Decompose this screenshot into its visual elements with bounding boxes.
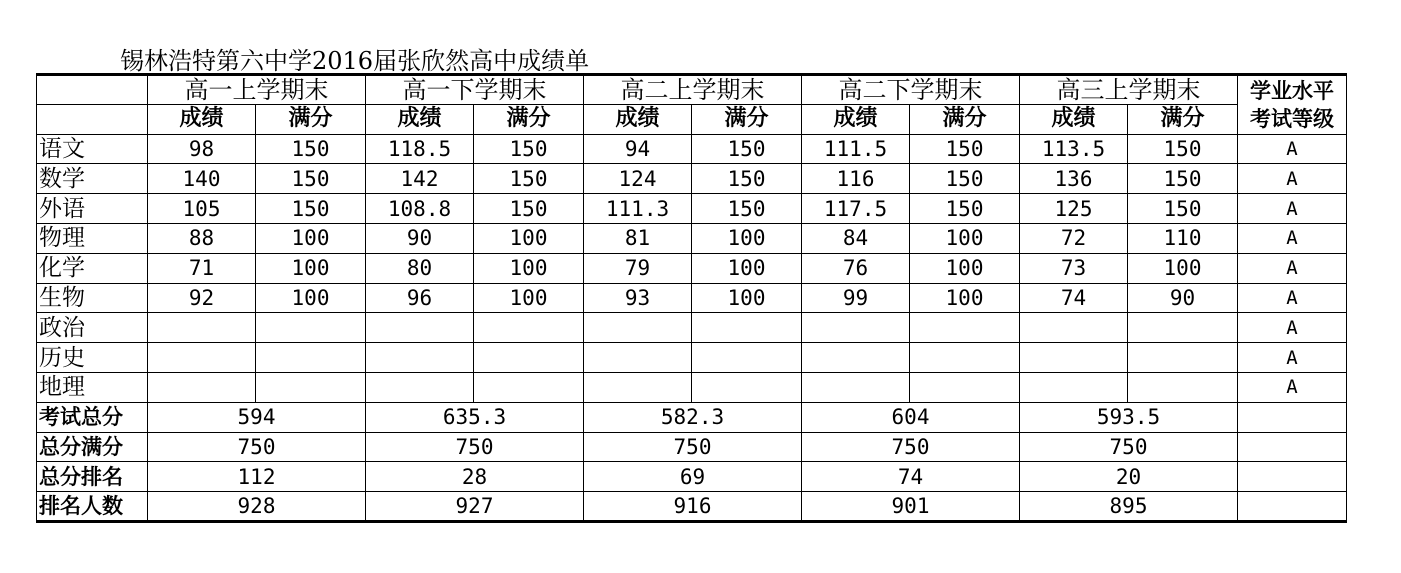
full-score-cell xyxy=(1128,313,1238,343)
score-cell xyxy=(148,372,256,402)
level-header-line: 学业水平 xyxy=(1250,78,1334,103)
total-label: 总分满分 xyxy=(37,432,148,462)
total-value: 750 xyxy=(1020,432,1238,462)
full-score-cell: 90 xyxy=(1128,283,1238,313)
score-cell xyxy=(1020,313,1128,343)
score-cell xyxy=(584,372,692,402)
total-value: 20 xyxy=(1020,462,1238,492)
score-cell xyxy=(802,372,910,402)
score-cell: 140 xyxy=(148,164,256,194)
full-score-cell: 150 xyxy=(910,134,1020,164)
full-score-cell: 100 xyxy=(910,283,1020,313)
total-value: 635.3 xyxy=(366,402,584,432)
level-cell: A xyxy=(1238,372,1347,402)
score-cell xyxy=(1020,343,1128,373)
total-value: 74 xyxy=(802,462,1020,492)
full-score-cell: 150 xyxy=(474,134,584,164)
subject-name: 政治 xyxy=(37,313,148,343)
total-value: 594 xyxy=(148,402,366,432)
level-cell: A xyxy=(1238,223,1347,253)
score-cell: 108.8 xyxy=(366,194,474,224)
level-cell-empty xyxy=(1238,432,1347,462)
full-score-cell: 150 xyxy=(474,164,584,194)
level-cell: A xyxy=(1238,134,1347,164)
full-score-column-header: 满分 xyxy=(1128,104,1238,134)
score-cell: 72 xyxy=(1020,223,1128,253)
semester-header: 高三上学期末 xyxy=(1020,75,1238,105)
full-score-cell xyxy=(474,343,584,373)
full-score-cell: 100 xyxy=(256,283,366,313)
score-column-header: 成绩 xyxy=(1020,104,1128,134)
subject-name: 生物 xyxy=(37,283,148,313)
total-value: 750 xyxy=(148,432,366,462)
score-cell: 93 xyxy=(584,283,692,313)
score-column-header: 成绩 xyxy=(148,104,256,134)
score-cell: 80 xyxy=(366,253,474,283)
level-cell: A xyxy=(1238,253,1347,283)
level-cell: A xyxy=(1238,164,1347,194)
full-score-cell xyxy=(692,372,802,402)
score-cell: 96 xyxy=(366,283,474,313)
full-score-cell: 100 xyxy=(474,253,584,283)
total-row xyxy=(37,462,1347,492)
total-value: 750 xyxy=(366,432,584,462)
score-cell xyxy=(802,313,910,343)
score-cell: 136 xyxy=(1020,164,1128,194)
full-score-cell: 150 xyxy=(910,194,1020,224)
total-value: 750 xyxy=(584,432,802,462)
full-score-cell: 150 xyxy=(1128,164,1238,194)
score-cell: 118.5 xyxy=(366,134,474,164)
full-score-cell xyxy=(910,343,1020,373)
score-cell xyxy=(148,343,256,373)
total-value: 28 xyxy=(366,462,584,492)
score-cell: 92 xyxy=(148,283,256,313)
level-cell: A xyxy=(1238,283,1347,313)
semester-header: 高一上学期末 xyxy=(148,75,366,105)
full-score-cell: 150 xyxy=(256,134,366,164)
score-cell: 125 xyxy=(1020,194,1128,224)
total-value: 750 xyxy=(802,432,1020,462)
subject-row xyxy=(37,343,1347,373)
full-score-column-header: 满分 xyxy=(692,104,802,134)
level-cell-empty xyxy=(1238,462,1347,492)
semester-header: 高二下学期末 xyxy=(802,75,1020,105)
full-score-cell: 150 xyxy=(474,194,584,224)
score-cell: 113.5 xyxy=(1020,134,1128,164)
subject-row xyxy=(37,134,1347,164)
full-score-cell xyxy=(1128,343,1238,373)
full-score-cell: 100 xyxy=(474,223,584,253)
score-cell xyxy=(366,313,474,343)
semester-header: 高二上学期末 xyxy=(584,75,802,105)
full-score-column-header: 满分 xyxy=(474,104,584,134)
full-score-cell xyxy=(256,343,366,373)
corner-cell xyxy=(37,75,148,105)
score-cell: 76 xyxy=(802,253,910,283)
score-cell: 74 xyxy=(1020,283,1128,313)
subject-row xyxy=(37,223,1347,253)
subject-name: 地理 xyxy=(37,372,148,402)
score-cell: 111.5 xyxy=(802,134,910,164)
full-score-cell xyxy=(910,313,1020,343)
subject-row xyxy=(37,194,1347,224)
score-cell: 73 xyxy=(1020,253,1128,283)
score-cell: 81 xyxy=(584,223,692,253)
full-score-cell: 150 xyxy=(1128,194,1238,224)
score-cell: 90 xyxy=(366,223,474,253)
full-score-cell: 150 xyxy=(1128,134,1238,164)
document-title: 锡林浩特第六中学2016届张欣然高中成绩单 xyxy=(120,47,590,75)
total-value: 582.3 xyxy=(584,402,802,432)
score-column-header: 成绩 xyxy=(802,104,910,134)
full-score-column-header: 满分 xyxy=(256,104,366,134)
score-cell xyxy=(366,343,474,373)
level-cell: A xyxy=(1238,343,1347,373)
score-cell: 105 xyxy=(148,194,256,224)
grade-table xyxy=(36,73,1347,523)
level-header-line: 考试等级 xyxy=(1250,106,1334,131)
subject-name: 化学 xyxy=(37,253,148,283)
full-score-cell: 100 xyxy=(474,283,584,313)
full-score-cell: 110 xyxy=(1128,223,1238,253)
corner-cell xyxy=(37,104,148,134)
level-cell-empty xyxy=(1238,492,1347,522)
full-score-cell xyxy=(1128,372,1238,402)
full-score-cell: 100 xyxy=(692,223,802,253)
score-cell: 94 xyxy=(584,134,692,164)
subject-row xyxy=(37,283,1347,313)
subject-row xyxy=(37,253,1347,283)
total-label: 排名人数 xyxy=(37,492,148,522)
score-cell: 124 xyxy=(584,164,692,194)
full-score-cell: 100 xyxy=(256,223,366,253)
subject-row xyxy=(37,313,1347,343)
score-cell: 98 xyxy=(148,134,256,164)
total-value: 916 xyxy=(584,492,802,522)
full-score-column-header: 满分 xyxy=(910,104,1020,134)
total-value: 112 xyxy=(148,462,366,492)
score-cell xyxy=(148,313,256,343)
full-score-cell: 150 xyxy=(692,134,802,164)
score-cell xyxy=(366,372,474,402)
total-value: 928 xyxy=(148,492,366,522)
subject-name: 数学 xyxy=(37,164,148,194)
full-score-cell: 100 xyxy=(1128,253,1238,283)
full-score-cell xyxy=(256,313,366,343)
full-score-cell: 150 xyxy=(692,164,802,194)
full-score-cell: 100 xyxy=(910,223,1020,253)
full-score-cell: 100 xyxy=(692,283,802,313)
total-value: 895 xyxy=(1020,492,1238,522)
full-score-cell xyxy=(474,313,584,343)
total-value: 927 xyxy=(366,492,584,522)
subject-row xyxy=(37,164,1347,194)
score-cell: 142 xyxy=(366,164,474,194)
full-score-cell: 150 xyxy=(256,194,366,224)
total-value: 69 xyxy=(584,462,802,492)
subject-name: 历史 xyxy=(37,343,148,373)
subject-name: 语文 xyxy=(37,134,148,164)
level-header xyxy=(1238,75,1347,135)
score-cell xyxy=(802,343,910,373)
total-value: 604 xyxy=(802,402,1020,432)
score-cell: 117.5 xyxy=(802,194,910,224)
total-row xyxy=(37,432,1347,462)
full-score-cell: 100 xyxy=(256,253,366,283)
score-column-header: 成绩 xyxy=(584,104,692,134)
score-column-header: 成绩 xyxy=(366,104,474,134)
subject-name: 外语 xyxy=(37,194,148,224)
total-label: 考试总分 xyxy=(37,402,148,432)
full-score-cell xyxy=(474,372,584,402)
subject-name: 物理 xyxy=(37,223,148,253)
full-score-cell: 100 xyxy=(692,253,802,283)
total-label: 总分排名 xyxy=(37,462,148,492)
score-cell: 84 xyxy=(802,223,910,253)
full-score-cell: 150 xyxy=(256,164,366,194)
score-cell: 71 xyxy=(148,253,256,283)
score-cell: 116 xyxy=(802,164,910,194)
total-row xyxy=(37,402,1347,432)
full-score-cell xyxy=(910,372,1020,402)
score-cell: 99 xyxy=(802,283,910,313)
score-cell xyxy=(584,313,692,343)
score-cell: 111.3 xyxy=(584,194,692,224)
score-cell xyxy=(1020,372,1128,402)
level-cell: A xyxy=(1238,313,1347,343)
header-row-columns xyxy=(37,104,1347,134)
full-score-cell: 150 xyxy=(910,164,1020,194)
subject-row xyxy=(37,372,1347,402)
full-score-cell: 100 xyxy=(910,253,1020,283)
level-cell: A xyxy=(1238,194,1347,224)
header-row-semesters xyxy=(37,75,1347,105)
total-row xyxy=(37,492,1347,522)
total-value: 901 xyxy=(802,492,1020,522)
level-cell-empty xyxy=(1238,402,1347,432)
full-score-cell xyxy=(692,343,802,373)
score-cell: 79 xyxy=(584,253,692,283)
full-score-cell xyxy=(692,313,802,343)
full-score-cell: 150 xyxy=(692,194,802,224)
full-score-cell xyxy=(256,372,366,402)
score-cell xyxy=(584,343,692,373)
total-value: 593.5 xyxy=(1020,402,1238,432)
semester-header: 高一下学期末 xyxy=(366,75,584,105)
score-cell: 88 xyxy=(148,223,256,253)
